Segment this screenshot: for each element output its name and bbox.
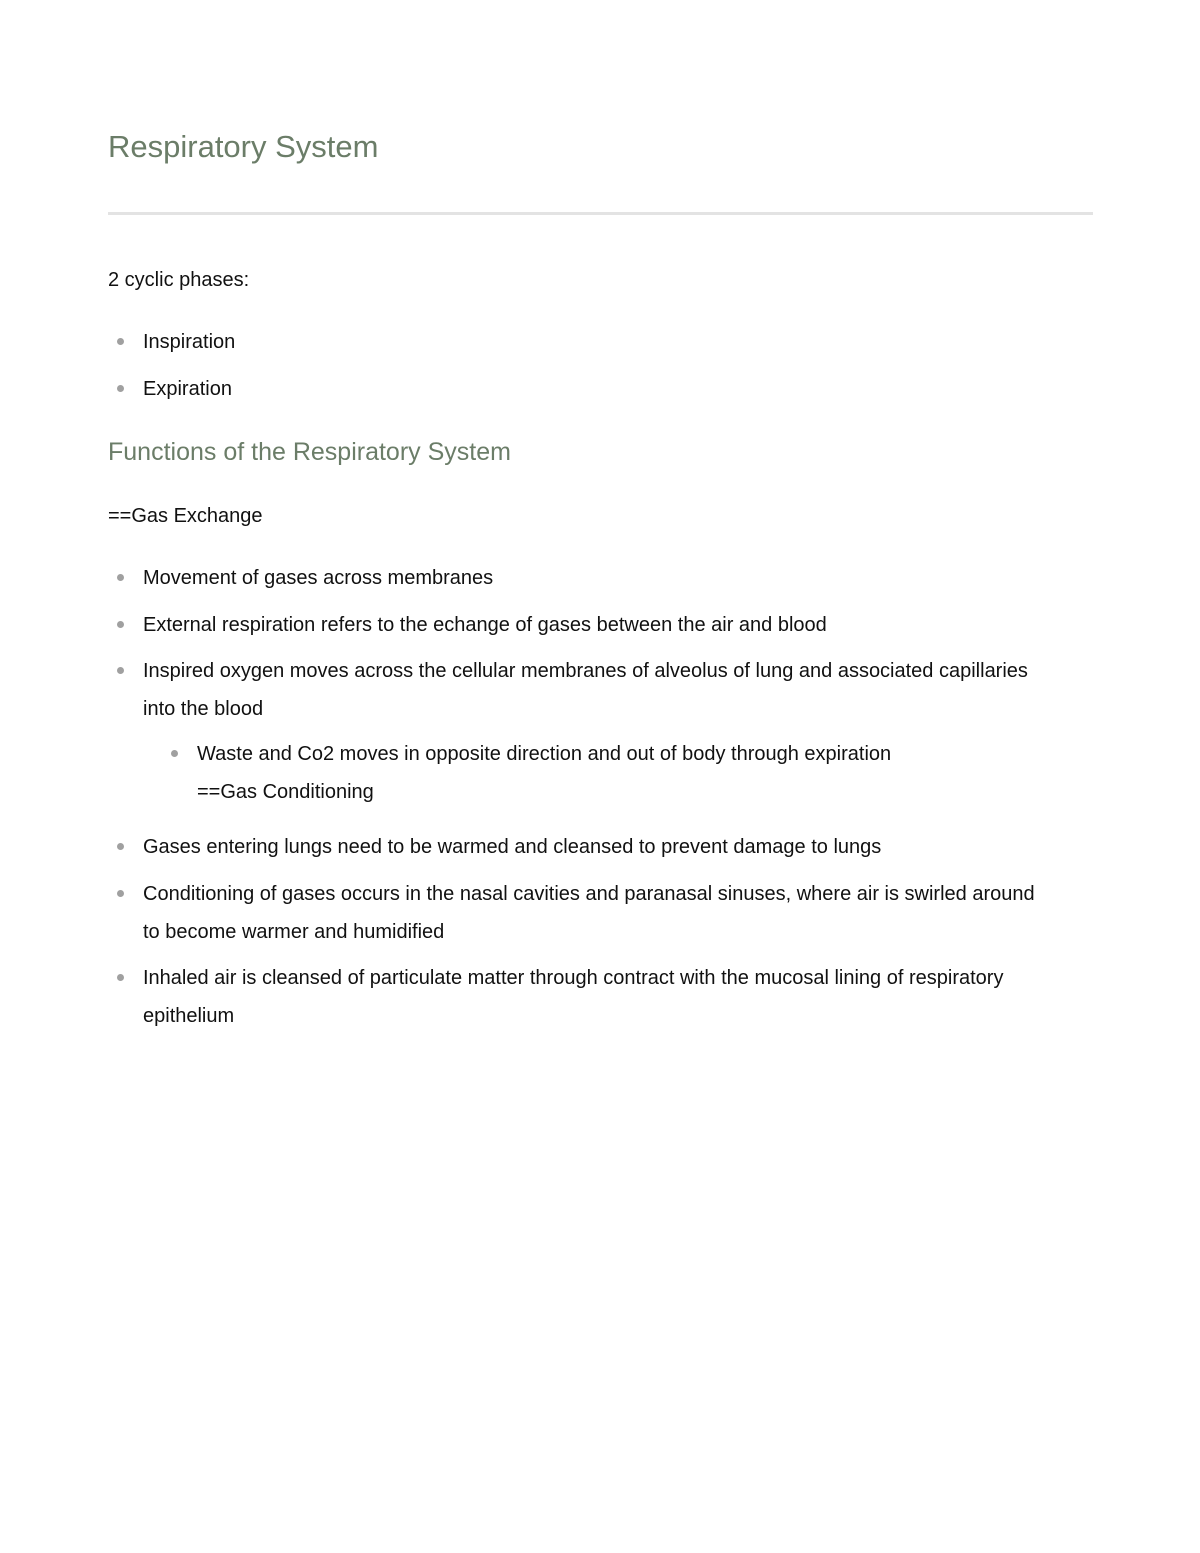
list-item [143, 559, 1093, 597]
list-item-text: External respiration refers to the echange of gases between the air and blood [143, 614, 827, 636]
bullet-icon [117, 338, 124, 345]
list-item-text-line-2: to become warmer and humidified [143, 921, 445, 943]
section-heading: Functions of the Respiratory System [108, 438, 511, 466]
list-item-expiration [143, 370, 1093, 408]
bullet-icon [117, 667, 124, 674]
sub-list-item-text-line-1: Waste and Co2 moves in opposite direction and out of body through expiration [197, 743, 892, 765]
gas-exchange-label: ==Gas Exchange [108, 505, 263, 527]
sub-list-item [197, 735, 1077, 811]
list-item [143, 828, 1093, 866]
bullet-icon [117, 974, 124, 981]
list-item-text-line-1: Inspired oxygen moves across the cellular membranes of alveolus of lung and associated capillaries [143, 660, 1028, 682]
list-item-text: Inspiration [143, 331, 236, 353]
page-title: Respiratory System [108, 129, 379, 164]
bullet-icon [117, 574, 124, 581]
gas-conditioning-label: ==Gas Conditioning [197, 781, 374, 803]
list-item-text-line-1: Inhaled air is cleansed of particulate matter through contract with the mucosal lining of respiratory [143, 967, 1004, 989]
bullet-icon [171, 750, 178, 757]
bullet-icon [117, 890, 124, 897]
bullet-icon [117, 843, 124, 850]
list-item [143, 606, 1093, 644]
list-item [143, 875, 1093, 951]
list-item-text-line-1: Conditioning of gases occurs in the nasal cavities and paranasal sinuses, where air is swirled around [143, 883, 1035, 905]
title-divider [108, 212, 1093, 215]
intro-text: 2 cyclic phases: [108, 269, 250, 291]
list-item [143, 959, 1093, 1035]
list-item-inspiration [143, 323, 1093, 361]
list-item-text: Gases entering lungs need to be warmed and cleansed to prevent damage to lungs [143, 836, 882, 858]
list-item-text-line-2: into the blood [143, 698, 264, 720]
list-item-text: Movement of gases across membranes [143, 567, 494, 589]
list-item-text: Expiration [143, 378, 232, 400]
bullet-icon [117, 621, 124, 628]
list-item-text-line-2: epithelium [143, 1005, 235, 1027]
list-item [143, 652, 1093, 728]
bullet-icon [117, 385, 124, 392]
